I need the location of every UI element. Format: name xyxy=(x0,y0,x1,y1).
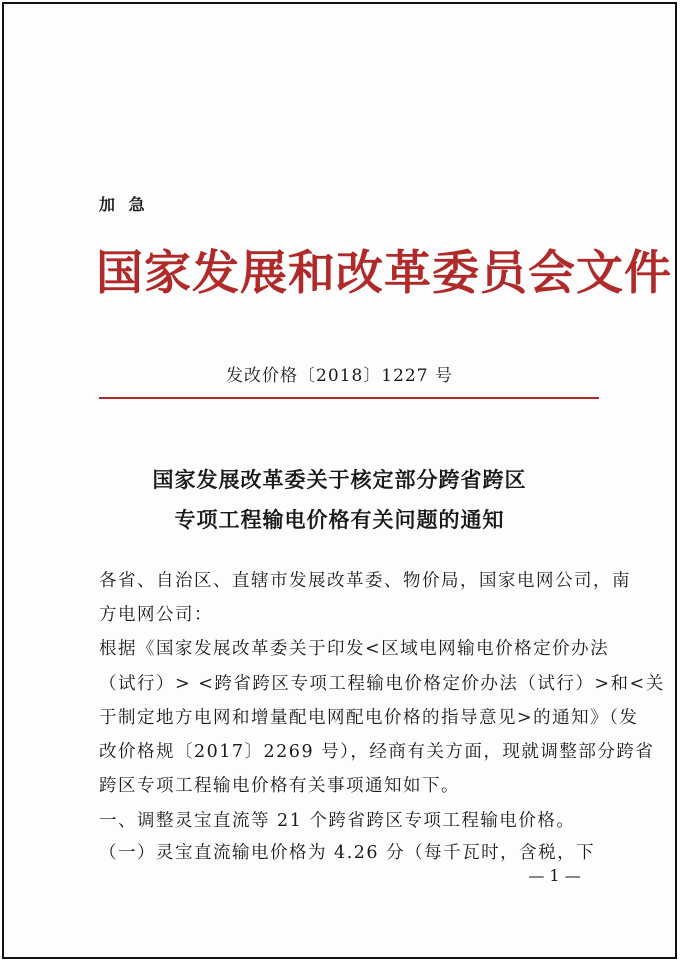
body-line: 方电网公司： xyxy=(99,605,213,625)
body-line: （试行）> <跨省跨区专项工程输电价格定价办法（试行）>和<关 xyxy=(99,674,665,694)
body-line: 于制定地方电网和增量配电网配电价格的指导意见>的通知》（发 xyxy=(99,708,639,728)
body-line: 各省、自治区、直辖市发展改革委、物价局，国家电网公司，南 xyxy=(99,571,631,591)
issuer-header: 国家发展和改革委员会文件 xyxy=(96,246,672,301)
body-line: 一、调整灵宝直流等 21 个跨省跨区专项工程输电价格。 xyxy=(99,811,576,831)
body-line: 改价格规〔2017〕2269 号），经商有关方面，现就调整部分跨省 xyxy=(99,742,655,762)
document-number: 发改价格〔2018〕1227 号 xyxy=(226,366,453,386)
page-number: — 1 — xyxy=(528,866,581,885)
red-divider xyxy=(99,397,599,399)
document-page xyxy=(2,2,677,959)
body-line: （一）灵宝直流输电价格为 4.26 分（每千瓦时，含税，下 xyxy=(99,843,596,863)
body-line: 跨区专项工程输电价格有关事项通知如下。 xyxy=(99,776,460,796)
urgency-label: 加 急 xyxy=(99,195,149,214)
body-line: 根据《国家发展改革委关于印发<区域电网输电价格定价办法 xyxy=(99,639,610,659)
notice-title-line-2: 专项工程输电价格有关问题的通知 xyxy=(174,507,505,532)
notice-title-line-1: 国家发展改革委关于核定部分跨省跨区 xyxy=(152,467,527,492)
